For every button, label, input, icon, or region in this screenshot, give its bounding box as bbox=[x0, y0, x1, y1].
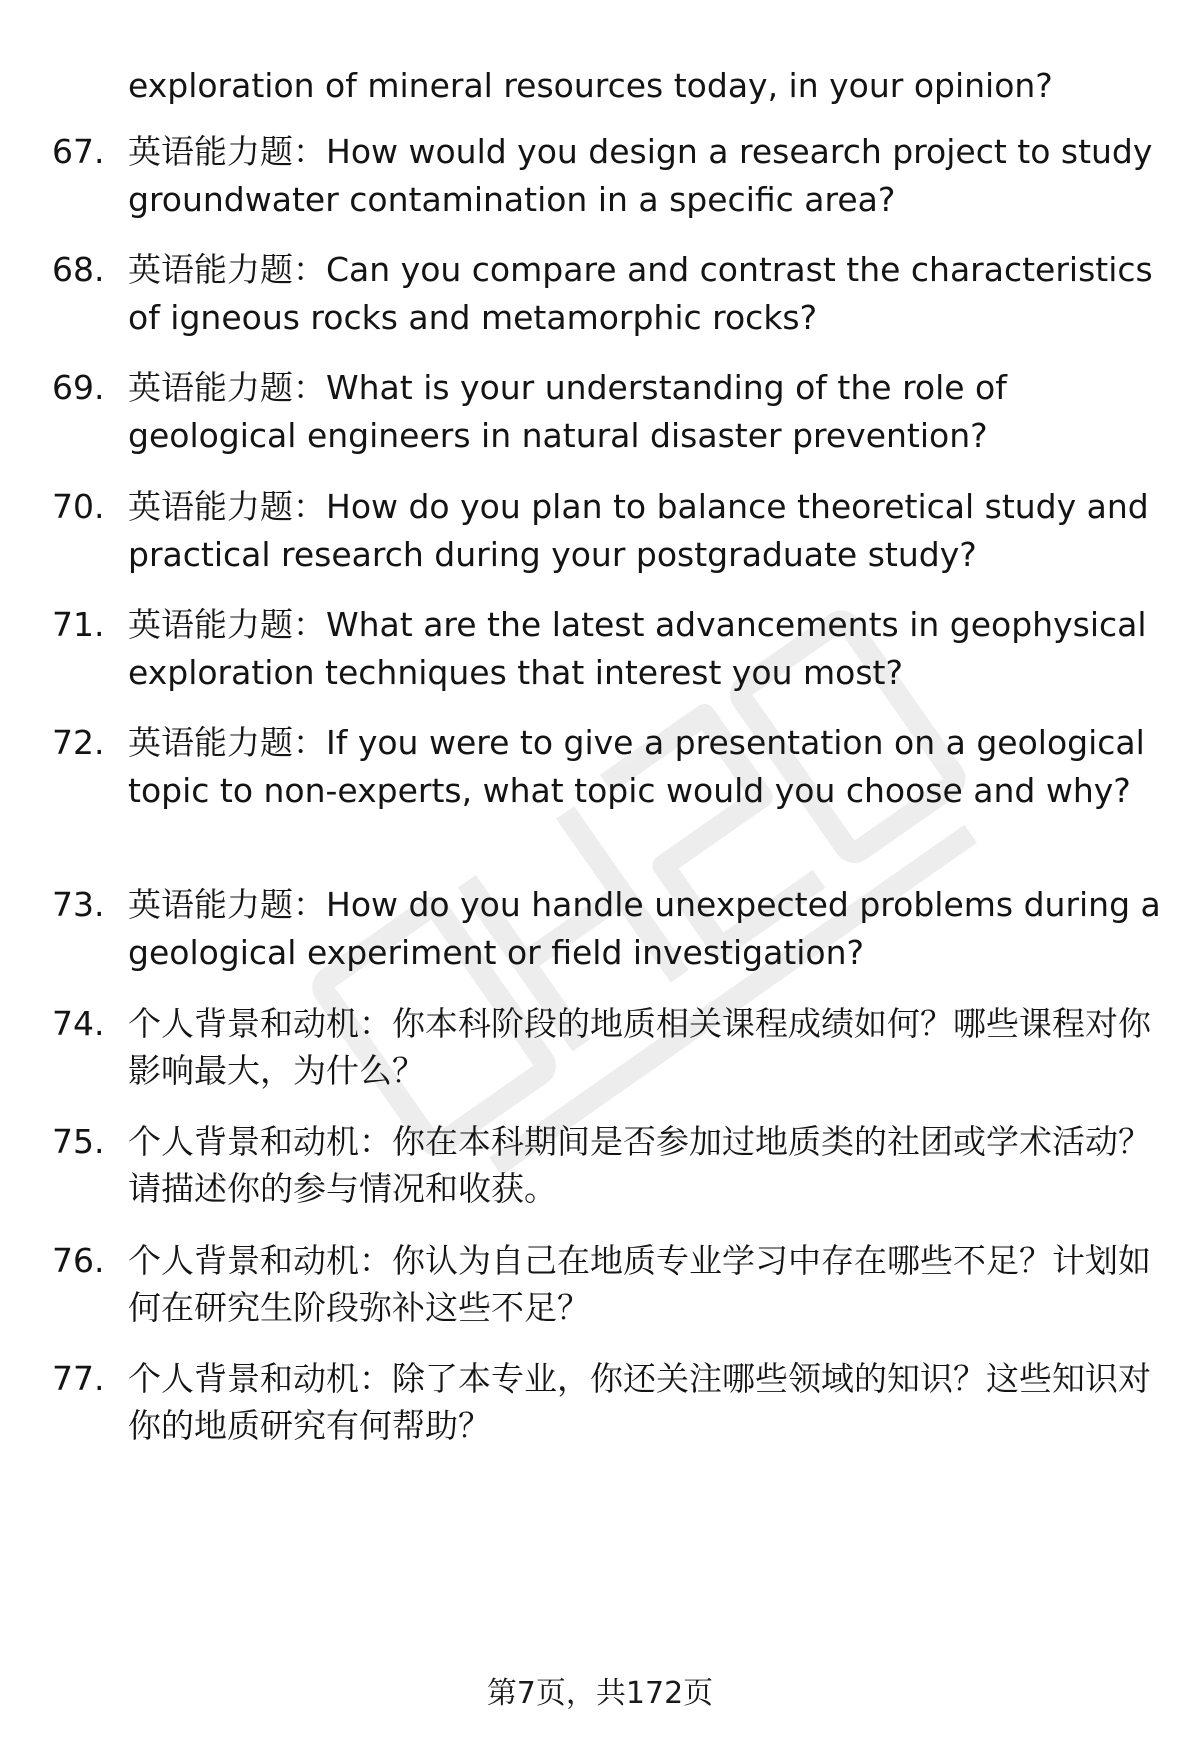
question-text: 英语能力题：How do you plan to balance theoretical study and practical research during your postgraduate study? bbox=[128, 487, 1149, 574]
page-footer: 第7页，共172页 bbox=[486, 1676, 714, 1711]
question-text: 个人背景和动机：除了本专业，你还关注哪些领域的知识？这些知识对你的地质研究有何帮助？ bbox=[128, 1359, 1151, 1445]
continuation-text: exploration of mineral resources today, in your opinion? bbox=[128, 66, 1053, 105]
question-text: 英语能力题：What are the latest advancements in geophysical exploration techniques that interest you most? bbox=[128, 605, 1147, 692]
question-text: 个人背景和动机：你本科阶段的地质相关课程成绩如何？哪些课程对你影响最大，为什么？ bbox=[128, 1004, 1151, 1090]
question-number: 75. bbox=[52, 1122, 105, 1161]
question-text: 个人背景和动机：你认为自己在地质专业学习中存在哪些不足？计划如何在研究生阶段弥补这些不足？ bbox=[128, 1241, 1151, 1327]
question-number: 70. bbox=[52, 487, 105, 526]
question-number: 74. bbox=[52, 1004, 105, 1043]
question-number: 72. bbox=[52, 723, 105, 762]
question-number: 68. bbox=[52, 250, 105, 289]
question-text: 英语能力题：If you were to give a presentation on a geological topic to non-experts, what topic would you choose and why? bbox=[128, 723, 1145, 810]
question-text: 英语能力题：What is your understanding of the role of geological engineers in natural disaster prevention? bbox=[128, 368, 1007, 455]
question-text: 英语能力题：How would you design a research project to study groundwater contamination in a specific area? bbox=[128, 132, 1153, 219]
question-number: 77. bbox=[52, 1359, 105, 1398]
question-number: 69. bbox=[52, 368, 105, 407]
question-text: 英语能力题：How do you handle unexpected problems during a geological experiment or field investigation? bbox=[128, 885, 1161, 972]
question-number: 76. bbox=[52, 1241, 105, 1280]
question-number: 73. bbox=[52, 885, 105, 924]
question-text: 个人背景和动机：你在本科期间是否参加过地质类的社团或学术活动？请描述你的参与情况和收获。 bbox=[128, 1122, 1151, 1208]
question-text: 英语能力题：Can you compare and contrast the characteristics of igneous rocks and metamorphic rocks? bbox=[128, 250, 1153, 337]
question-number: 67. bbox=[52, 132, 105, 171]
question-number: 71. bbox=[52, 605, 105, 644]
